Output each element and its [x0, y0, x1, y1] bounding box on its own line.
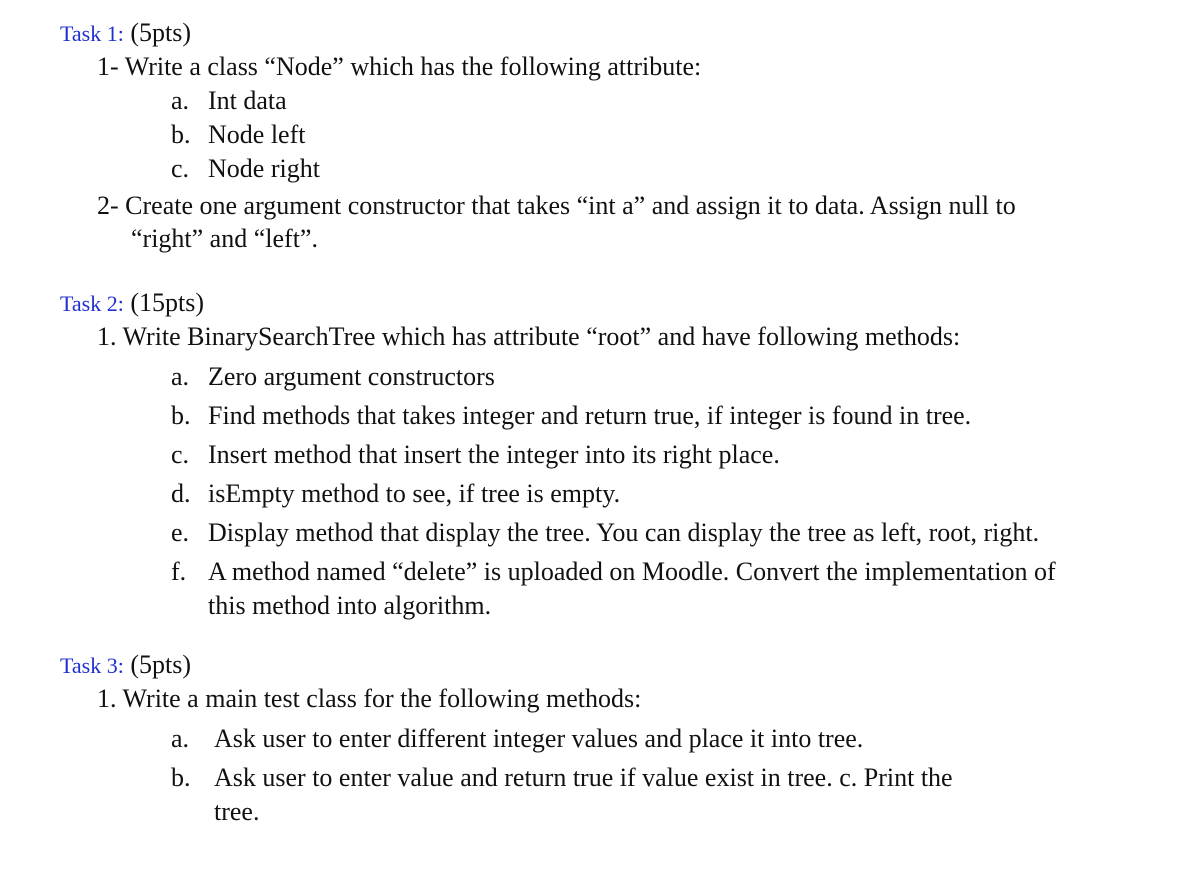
subitem-marker: b. — [171, 120, 191, 149]
task-2-heading — [60, 288, 204, 319]
task-3-points: (5pts) — [130, 650, 192, 679]
task-3-subitem-a — [171, 724, 864, 754]
subitem-marker: c. — [171, 154, 190, 183]
subitem-text: Node right — [208, 154, 320, 183]
task-2-points: (15pts) — [130, 288, 205, 317]
subitem-text: Find methods that takes integer and return true, if integer is found in tree. — [208, 401, 972, 430]
subitem-text-continued: this method into algorithm. — [208, 591, 492, 620]
subitem-text: Display method that display the tree. You can display the tree as left, root, right. — [208, 518, 1040, 547]
item-number: 1. — [97, 322, 117, 351]
subitem-marker: d. — [171, 479, 191, 508]
subitem-text-continued: tree. — [214, 797, 260, 826]
task-3-subitem-b — [171, 763, 953, 793]
task-1-item-2 — [97, 191, 1016, 221]
task-2-item-1 — [97, 322, 960, 352]
item-text-continued: “right” and “left”. — [131, 224, 318, 253]
subitem-marker: b. — [171, 763, 191, 792]
subitem-marker: f. — [171, 557, 187, 586]
subitem-text: Zero argument constructors — [208, 362, 495, 391]
subitem-text: A method named “delete” is uploaded on Moodle. Convert the implementation of — [208, 557, 1056, 586]
task-2-subitem-a — [171, 362, 495, 392]
subitem-text: Ask user to enter value and return true if value exist in tree. c. Print the — [214, 763, 953, 792]
task-3-item-1 — [97, 684, 641, 714]
task-3-heading — [60, 650, 191, 681]
task-2-subitem-d — [171, 479, 621, 509]
subitem-marker: c. — [171, 440, 190, 469]
task-1-item-2-continued — [131, 224, 318, 254]
subitem-text: Node left — [208, 120, 306, 149]
item-number: 2- — [97, 191, 119, 220]
item-text: Create one argument constructor that takes “int a” and assign it to data. Assign null to — [125, 191, 1016, 220]
task-1-heading — [60, 18, 191, 49]
task-3-subitem-b-continued — [214, 797, 259, 827]
task-3-label: Task 3: — [60, 653, 124, 678]
subitem-marker: a. — [171, 724, 190, 753]
task-2-subitem-f — [171, 557, 1056, 587]
task-2-subitem-b — [171, 401, 972, 431]
task-1-points: (5pts) — [130, 18, 192, 47]
task-2-subitem-f-continued — [208, 591, 491, 621]
subitem-text: Insert method that insert the integer into its right place. — [208, 440, 780, 469]
item-text: Write a main test class for the following methods: — [122, 684, 642, 713]
subitem-marker: b. — [171, 401, 191, 430]
subitem-marker: a. — [171, 362, 190, 391]
subitem-marker: e. — [171, 518, 190, 547]
item-number: 1- — [97, 52, 119, 81]
subitem-marker: a. — [171, 86, 190, 115]
task-1-subitem-b — [171, 120, 306, 150]
task-1-label: Task 1: — [60, 21, 124, 46]
task-1-subitem-a — [171, 86, 287, 116]
subitem-text: Int data — [208, 86, 287, 115]
task-1-item-1 — [97, 52, 701, 82]
subitem-text: isEmpty method to see, if tree is empty. — [208, 479, 621, 508]
task-1-subitem-c — [171, 154, 320, 184]
task-2-subitem-c — [171, 440, 780, 470]
item-text: Write a class “Node” which has the following attribute: — [124, 52, 702, 81]
task-2-subitem-e — [171, 518, 1040, 548]
item-text: Write BinarySearchTree which has attribute “root” and have following methods: — [122, 322, 961, 351]
task-2-label: Task 2: — [60, 291, 124, 316]
subitem-text: Ask user to enter different integer values and place it into tree. — [214, 724, 864, 753]
item-number: 1. — [97, 684, 117, 713]
